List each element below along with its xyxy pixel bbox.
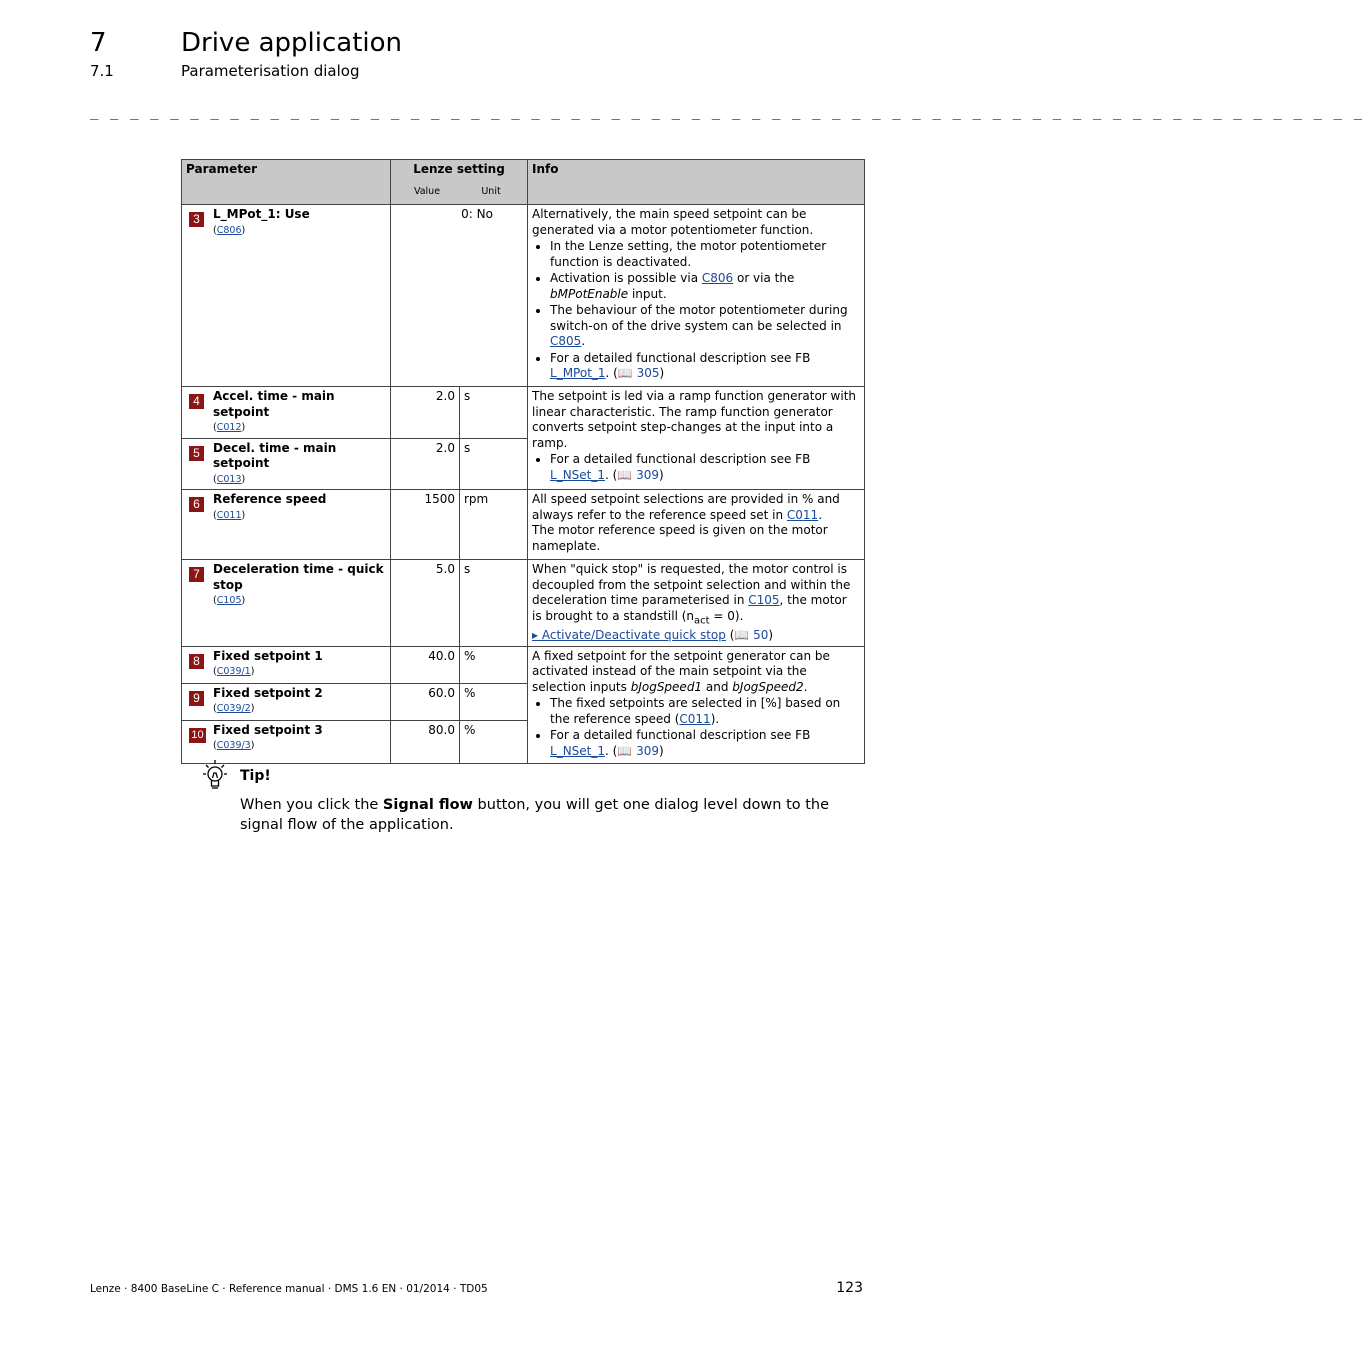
page-ref-link[interactable]: 📖 309: [617, 743, 660, 758]
c805-link[interactable]: C805: [550, 334, 582, 348]
c011-link[interactable]: C011: [679, 711, 711, 726]
param-cell: [182, 560, 391, 647]
param-code-link[interactable]: C013: [216, 473, 242, 485]
param-unit: %: [460, 646, 528, 683]
table-row: [182, 387, 865, 439]
quick-stop-link[interactable]: ▸ Activate/Deactivate quick stop: [532, 628, 726, 642]
l-nset-link[interactable]: L_NSet_1: [550, 743, 606, 758]
info-cell: [528, 205, 865, 387]
param-cell: [182, 205, 391, 387]
param-value: 2.0: [391, 387, 460, 439]
header-rule: _ _ _ _ _ _ _ _ _ _ _ _ _ _ _ _ _ _ _ _ _ _ _ _ _ _ _ _ _ _ _ _ _ _ _ _ _ _ _ _ _ _ _ _ _ _ _ _ _ _ _ _ _ _ _ _ _ _ _ _ _ _ _ _: [90, 104, 1364, 120]
info-cell: [528, 560, 865, 647]
param-cell: [182, 438, 391, 490]
l-nset-link[interactable]: L_NSet_1: [550, 467, 606, 482]
param-code-link[interactable]: C039/2: [216, 703, 251, 715]
page-ref-link[interactable]: 📖 50: [734, 628, 769, 643]
param-code: (C011): [213, 509, 246, 521]
info-bullet: • In the Lenze setting, the motor potentiometer function is deactivated.: [550, 239, 860, 270]
c011-link[interactable]: C011: [786, 507, 819, 522]
param-name: Reference speed: [213, 492, 327, 506]
param-badge: 4: [189, 394, 204, 409]
parameter-table: [181, 159, 865, 764]
param-unit: rpm: [460, 490, 528, 560]
header-parameter: Parameter: [182, 160, 391, 205]
param-code: (C105): [213, 595, 246, 606]
param-code: (C012): [213, 422, 246, 433]
param-unit: %: [460, 720, 528, 763]
table-row: [182, 646, 865, 683]
param-value: 40.0: [391, 646, 460, 683]
l-mpot-link[interactable]: L_MPot_1: [550, 366, 606, 380]
param-name: Fixed setpoint 1: [213, 648, 323, 663]
c806-link[interactable]: C806: [701, 271, 734, 285]
lightbulb-icon: [198, 758, 232, 792]
param-code: (C013): [213, 473, 246, 485]
header-setting-label: Lenze setting: [413, 162, 505, 176]
info-cell: [528, 490, 865, 560]
param-code-link[interactable]: C039/3: [216, 740, 251, 752]
param-code-link[interactable]: C012: [216, 422, 242, 433]
info-text: Alternatively, the main speed setpoint can be generated via a motor potentiometer function.: [532, 207, 814, 237]
header-unit: Unit: [481, 185, 501, 197]
header-lenze-setting: [391, 160, 528, 205]
param-badge: 8: [189, 654, 204, 669]
info-text: When "quick stop" is requested, the motor control is decoupled from the setpoint selection and within the deceleration time parameterised in C105, the motor is brought to a standstill $(n_{act} = 0)$.: [532, 562, 851, 626]
param-cell: [182, 490, 391, 560]
table-row: [182, 490, 865, 560]
param-code: (C039/3): [213, 740, 255, 752]
param-unit: %: [460, 683, 528, 720]
info-cell: [528, 387, 865, 490]
param-name: Fixed setpoint 3: [213, 722, 323, 737]
param-name: Fixed setpoint 2: [213, 685, 323, 700]
param-cell: [182, 720, 391, 763]
param-unit: s: [460, 387, 528, 439]
param-cell: [182, 646, 391, 683]
param-name: Decel. time - main setpoint: [213, 440, 337, 470]
tip-label: Tip!: [240, 768, 271, 784]
param-cell: [182, 387, 391, 439]
info-text: ▸ Activate/Deactivate quick stop (📖 50): [532, 628, 860, 644]
footer-document-info: Lenze · 8400 BaseLine C · Reference manual · DMS 1.6 EN · 01/2014 · TD05: [90, 1283, 488, 1295]
param-badge: 3: [189, 212, 204, 227]
info-cell: [528, 646, 865, 763]
param-unit: s: [460, 438, 528, 490]
chapter-title: Drive application: [181, 28, 402, 58]
info-bullet: • For a detailed functional description see FB L_MPot_1. (📖 305): [550, 351, 860, 382]
param-name: Deceleration time - quick stop: [213, 562, 384, 592]
param-name: Accel. time - main setpoint: [213, 389, 335, 419]
info-text: The motor reference speed is given on the motor nameplate.: [532, 523, 828, 553]
param-code: (C806): [213, 224, 246, 236]
param-value: 2.0: [391, 438, 460, 490]
page-ref-link[interactable]: 📖 305: [617, 366, 660, 380]
param-value: 5.0: [391, 560, 460, 647]
table-row: [182, 205, 865, 387]
param-value: 1500: [391, 490, 460, 560]
info-text: All speed setpoint selections are provided in % and always refer to the reference speed set in C011.: [532, 492, 840, 522]
table-row: [182, 560, 865, 647]
c105-link[interactable]: C105: [748, 593, 780, 607]
tip-text: When you click the Signal flow button, you will get one dialog level down to the signal flow of the application.: [240, 797, 830, 833]
info-bullet: • Activation is possible via C806 or via the bMPotEnable input.: [550, 271, 860, 302]
param-code: (C039/1): [213, 666, 255, 678]
info-bullet: • For a detailed functional description see FB L_NSet_1. (📖 309): [550, 452, 860, 483]
param-badge: 7: [189, 567, 204, 582]
section-number: 7.1: [90, 62, 114, 80]
page-ref-link[interactable]: 📖 309: [617, 467, 660, 482]
param-code: (C039/2): [213, 703, 255, 715]
param-cell: [182, 683, 391, 720]
param-code-link[interactable]: C105: [216, 595, 242, 606]
param-code-link[interactable]: C011: [216, 509, 242, 521]
header-info: Info: [528, 160, 865, 205]
param-value: 80.0: [391, 720, 460, 763]
table-header-row: [182, 160, 865, 205]
param-badge: 5: [189, 446, 204, 461]
info-bullet: • The behaviour of the motor potentiometer during switch-on of the drive system can be selected in C805.: [550, 303, 860, 350]
param-badge: 10: [189, 728, 206, 743]
chapter-number: 7: [90, 28, 107, 58]
info-text: The setpoint is led via a ramp function generator with linear characteristic. The ramp function generator converts setpoint step-changes at the input into a ramp.: [532, 389, 856, 450]
param-value: 60.0: [391, 683, 460, 720]
param-unit: s: [460, 560, 528, 647]
section-title: Parameterisation dialog: [181, 62, 360, 80]
header-value: Value: [413, 185, 441, 197]
param-value: 0: No: [391, 205, 528, 387]
info-text: A fixed setpoint for the setpoint generator can be activated instead of the main setpoint via the selection inputs bJogSpeed1 and bJogSpeed2.: [532, 648, 830, 694]
page-number: 123: [836, 1280, 863, 1296]
info-bullet: • The fixed setpoints are selected in [%] based on the reference speed (C011).: [550, 696, 860, 727]
param-badge: 9: [189, 691, 204, 706]
param-code-link[interactable]: C806: [216, 224, 242, 236]
param-badge: 6: [189, 497, 204, 512]
param-name: L_MPot_1: Use: [213, 207, 310, 221]
param-code-link[interactable]: C039/1: [216, 666, 251, 678]
info-bullet: • For a detailed functional description see FB L_NSet_1. (📖 309): [550, 728, 860, 759]
